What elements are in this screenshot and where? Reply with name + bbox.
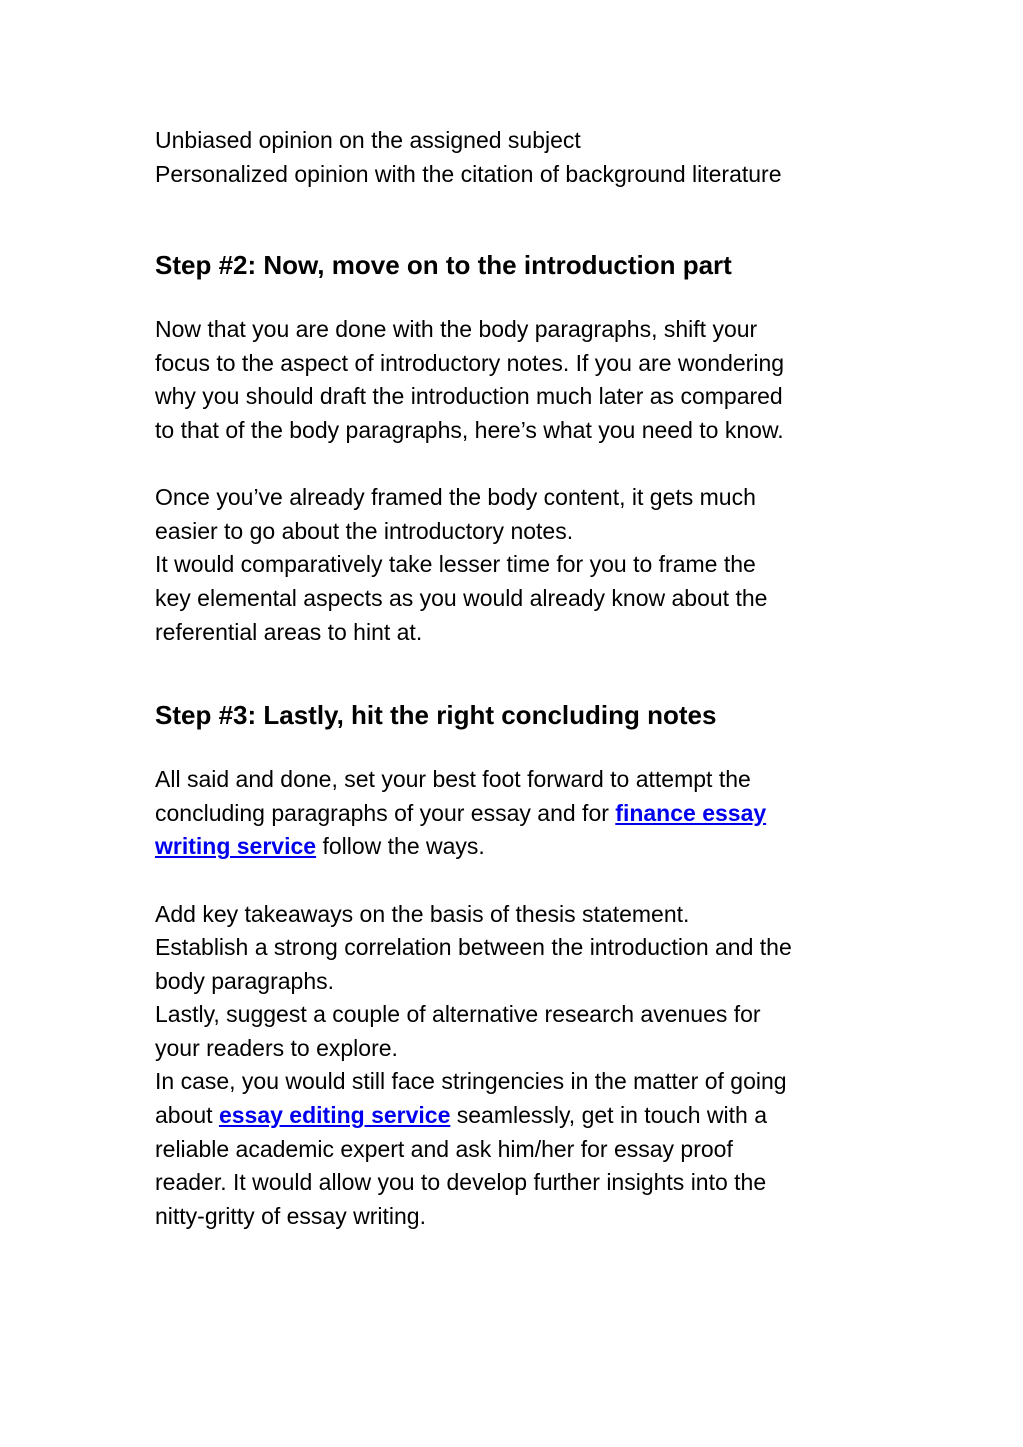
paragraph-text: about — [155, 1102, 219, 1129]
paragraph-text: concluding paragraphs of your essay and for — [155, 799, 616, 826]
paragraph-line: In case, you would still face stringencies in the matter of going — [155, 1068, 787, 1095]
finance-essay-writing-service-link[interactable]: finance essay — [615, 799, 767, 826]
document-page — [155, 124, 875, 1233]
paragraph-line: All said and done, set your best foot forward to attempt the — [155, 766, 751, 793]
paragraph-line: referential areas to hint at. — [155, 618, 423, 645]
paragraph-line: Add key takeaways on the basis of thesis statement. — [155, 900, 690, 927]
paragraph-line: easier to go about the introductory notes. — [155, 517, 574, 544]
paragraph-line: Lastly, suggest a couple of alternative research avenues for — [155, 1001, 761, 1028]
paragraph-line: Once you’ve already framed the body content, it gets much — [155, 484, 756, 511]
paragraph-line: nitty-gritty of essay writing. — [155, 1202, 426, 1229]
paragraph-line: focus to the aspect of introductory notes. If you are wondering — [155, 349, 785, 376]
essay-editing-service-link[interactable]: essay editing service — [218, 1102, 451, 1129]
step3-heading: Step #3: Lastly, hit the right concluding notes — [155, 700, 717, 731]
paragraph-text: follow the ways. — [316, 833, 485, 860]
paragraph-line — [155, 830, 875, 864]
paragraph-line: Now that you are done with the body paragraphs, shift your — [155, 316, 758, 343]
paragraph-line: your readers to explore. — [155, 1034, 398, 1061]
list-item: Unbiased opinion on the assigned subject — [155, 127, 581, 153]
paragraph-line: Establish a strong correlation between the introduction and the — [155, 934, 792, 961]
paragraph-line: key elemental aspects as you would already know about the — [155, 584, 768, 611]
step3-paragraph-1 — [155, 763, 875, 864]
paragraph-line: It would comparatively take lesser time for you to frame the — [155, 551, 756, 578]
list-item: Personalized opinion with the citation of background literature — [155, 160, 782, 187]
step2-paragraph-1 — [155, 313, 875, 447]
paragraph-line — [155, 1099, 875, 1133]
step2-paragraph-2 — [155, 481, 875, 649]
paragraph-line — [155, 797, 875, 831]
paragraph-line: why you should draft the introduction much later as compared — [155, 383, 783, 410]
paragraph-line: body paragraphs. — [155, 967, 335, 994]
finance-essay-writing-service-link-continued[interactable]: writing service — [155, 833, 317, 860]
paragraph-line: to that of the body paragraphs, here’s what you need to know. — [155, 416, 784, 443]
paragraph-line: reader. It would allow you to develop further insights into the — [155, 1169, 767, 1196]
step2-heading: Step #2: Now, move on to the introduction part — [155, 250, 732, 281]
paragraph-line: reliable academic expert and ask him/her for essay proof — [155, 1135, 733, 1162]
step3-paragraph-2 — [155, 898, 875, 1234]
paragraph-text: seamlessly, get in touch with a — [450, 1102, 767, 1129]
